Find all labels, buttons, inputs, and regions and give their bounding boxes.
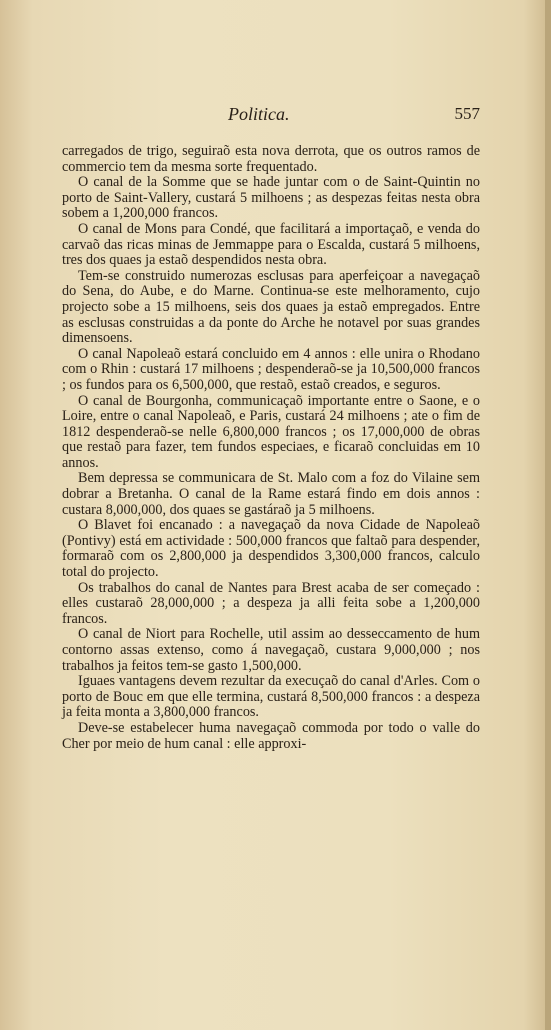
- paragraph: Tem-se construido numerozas esclusas para aperfeiçoar a navegaçaõ do Sena, do Aube, e do Marne. Continua-se este melhoramento, cujo projecto sobe a 15 milhoens, seis dos quaes ja estaõ empregados. Entre as esclusas construidas a da ponte do Arche he notavel por suas grandes dimensoens.: [62, 267, 480, 347]
- paragraph: Os trabalhos do canal de Nantes para Brest acaba de ser começado : elles custaraõ 28,000,000 ; a despeza ja alli feita sobe a 1,200,000 francos.: [62, 579, 480, 627]
- paragraph: carregados de trigo, seguiraõ esta nova derrota, que os outros ramos de commercio tem da mesma sorte frequentado.: [62, 143, 480, 175]
- page-number: 557: [454, 104, 480, 123]
- paragraph: O canal de Niort para Rochelle, util assim ao desseccamento de hum contorno assas extenso, como á navegaçaõ, custara 9,000,000 ; nos trabalhos ja feitos tem-se gasto 1,500,000.: [62, 626, 480, 674]
- page-header: [60, 104, 480, 128]
- paragraph: O canal de Mons para Condé, que facilitará a importaçaõ, e venda do carvaõ das ricas minas de Jemmappe para o Escalda, custará 5 milhoens, tres dos quaes ja estaõ despendidos nesta obra.: [62, 220, 480, 269]
- paragraph: Deve-se estabelecer huma navegaçaõ commoda por todo o valle do Cher por meio de hum canal : elle approxi-: [62, 719, 480, 752]
- paragraph: Bem depressa se communicara de St. Malo com a foz do Vilaine sem dobrar a Bretanha. O canal de la Rame estará findo em dois annos : custara 8,000,000, dos quaes se gastáraõ ja 5 milhoens.: [62, 470, 480, 518]
- page-edge: [545, 0, 551, 1030]
- paragraph: O Blavet foi encanado : a navegaçaõ da nova Cidade de Napoleaõ (Pontivy) está em actividade : 500,000 francos que faltaõ para despender, formaraõ com os 2,800,000 ja despendidos 3,300,000 francos, calculo total do projecto.: [62, 517, 480, 581]
- running-title: Politica.: [228, 104, 290, 124]
- paragraph: Iguaes vantagens devem rezultar da execuçaõ do canal d'Arles. Com o porto de Bouc em que elle termina, custará 8,500,000 francos : a despeza ja feita monta a 3,800,000 francos.: [62, 673, 480, 721]
- paragraph: O canal de Bourgonha, communicaçaõ importante entre o Saone, e o Loire, entre o canal Napoleaõ, e Paris, custará 24 milhoens ; ate o fim de 1812 despenderaõ-se nelle 6,800,000 francos ; os 17,000,000 de obras que restaõ para fazer, tem fundos especiaes, e ficaraõ concluidas em 10 annos.: [62, 392, 480, 471]
- paragraph: O canal Napoleaõ estará concluido em 4 annos : elle unira o Rhodano com o Rhin : custará 17 milhoens ; despenderaõ-se ja 10,500,000 francos ; os fundos para os 6,500,000, que restaõ, estaõ creados, e seguros.: [62, 345, 480, 393]
- body-text: [62, 144, 480, 752]
- paragraph: O canal de la Somme que se hade juntar com o de Saint-Quintin no porto de Saint-Vallery, custará 5 milhoens ; as despezas feitas nesta obra sobem a 1,200,000 francos.: [62, 174, 480, 222]
